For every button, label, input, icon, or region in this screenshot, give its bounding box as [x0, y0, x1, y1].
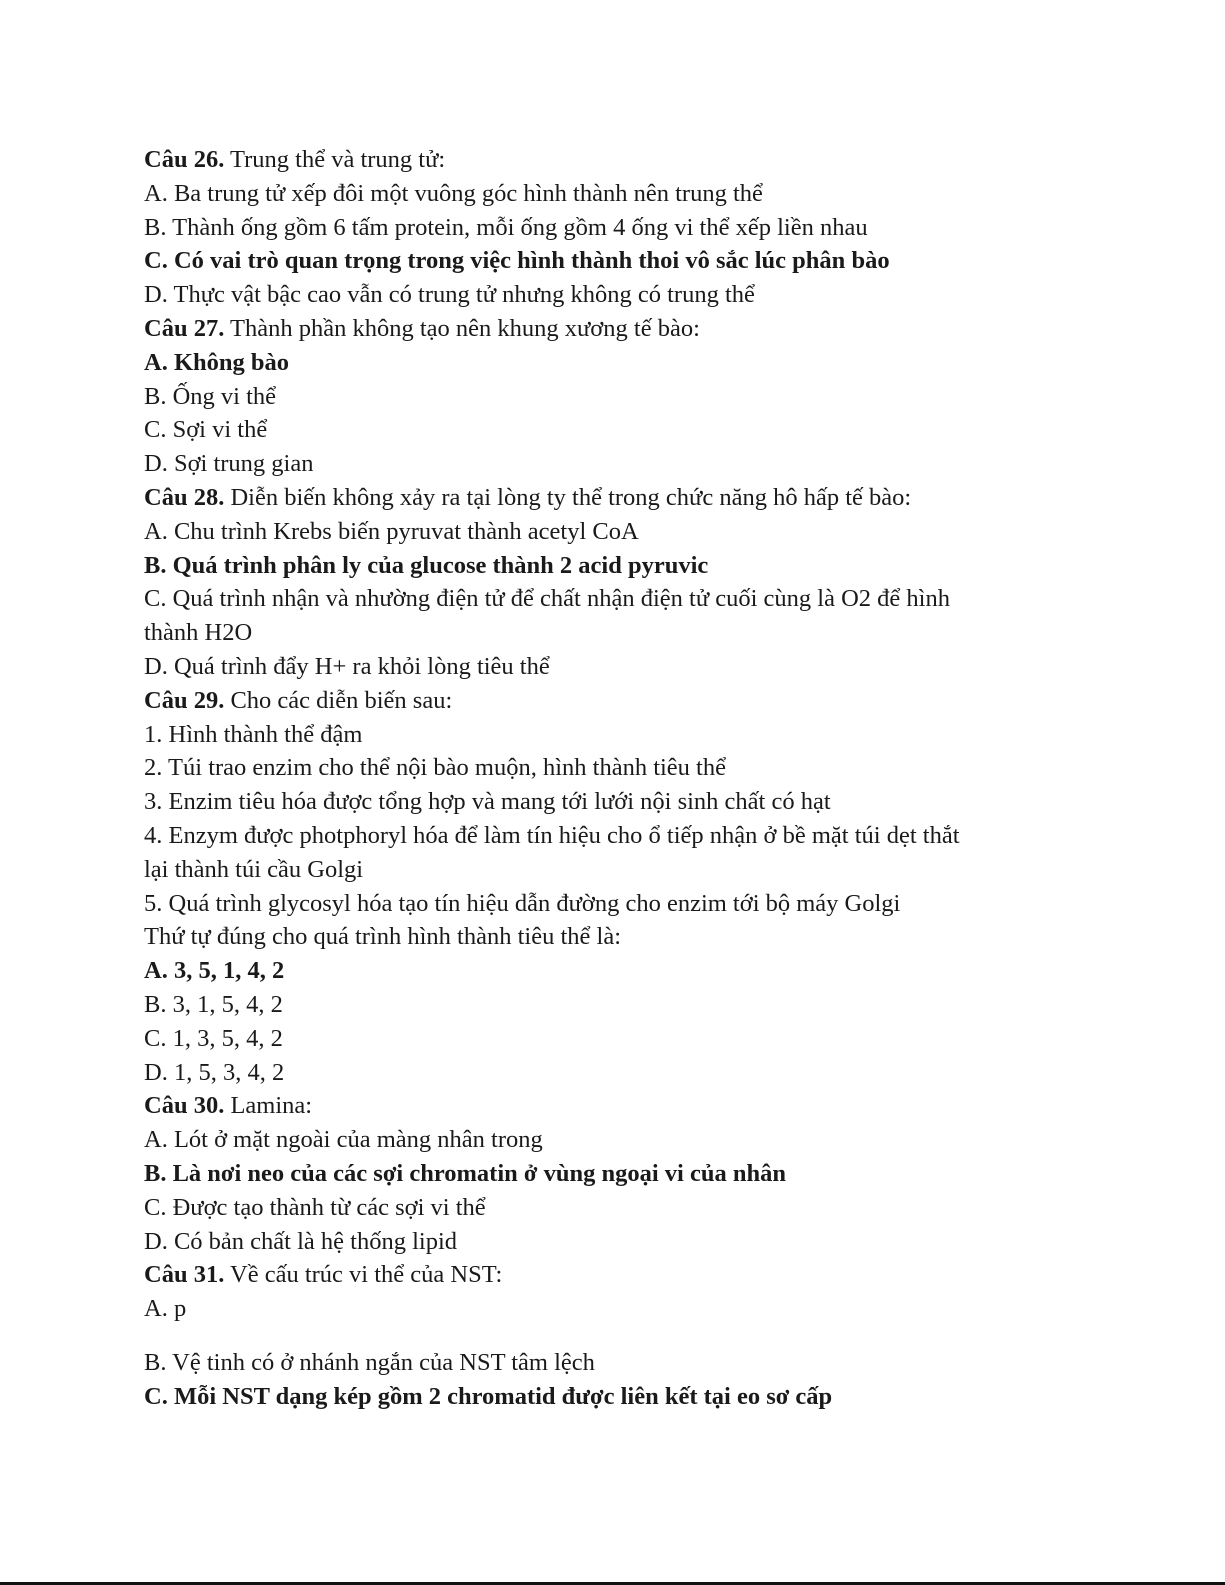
question-31 [144, 1258, 1044, 1292]
question-stem: Trung thể và trung tử: [224, 146, 446, 173]
option-a: A. Ba trung tử xếp đôi một vuông góc hình thành nên trung thể [144, 179, 763, 207]
list-item: 3. Enzim tiêu hóa được tổng hợp và mang tới lưới nội sinh chất có hạt [144, 788, 831, 816]
option-b-correct: B. Quá trình phân ly của glucose thành 2 acid pyruvic [144, 551, 709, 579]
list-item: 2. Túi trao enzim cho thể nội bào muộn, hình thành tiêu thể [144, 754, 726, 782]
question-label: Câu 29. [144, 686, 225, 714]
option-d: D. 1, 5, 3, 4, 2 [144, 1058, 285, 1086]
list-item: 5. Quá trình glycosyl hóa tạo tín hiệu dẫn đường cho enzim tới bộ máy Golgi [144, 889, 901, 917]
question-26 [144, 143, 1044, 177]
option-d: D. Quá trình đẩy H+ ra khỏi lòng tiêu thể [144, 652, 550, 680]
question-label: Câu 30. [144, 1092, 225, 1120]
option-b: B. Thành ống gồm 6 tấm protein, mỗi ống gồm 4 ống vi thể xếp liền nhau [144, 213, 868, 241]
question-stem: Thành phần không tạo nên khung xương tế bào: [224, 314, 700, 342]
question-28 [144, 481, 1044, 515]
question-stem: Cho các diễn biến sau: [224, 686, 453, 714]
list-item: 1. Hình thành thể đậm [144, 720, 363, 748]
option-c-correct: C. Mỗi NST dạng kép gồm 2 chromatid được liên kết tại eo sơ cấp [144, 1382, 833, 1410]
option-c-continuation: thành H2O [144, 619, 253, 647]
option-d: D. Sợi trung gian [144, 450, 314, 478]
question-label: Câu 26. [144, 146, 225, 173]
option-c: C. Sợi vi thể [144, 416, 268, 444]
option-a: A. Lót ở mặt ngoài của màng nhân trong [144, 1126, 543, 1154]
question-label: Câu 28. [144, 483, 225, 511]
option-b-correct: B. Là nơi neo của các sợi chromatin ở vùng ngoại vi của nhân [144, 1159, 786, 1187]
option-c: C. Được tạo thành từ các sợi vi thể [144, 1193, 486, 1221]
option-d: D. Thực vật bậc cao vẫn có trung tử nhưng không có trung thể [144, 281, 755, 309]
option-d: D. Có bản chất là hệ thống lipid [144, 1227, 457, 1255]
option-b: B. Vệ tinh có ở nhánh ngắn của NST tâm lệch [144, 1348, 595, 1376]
option-c: C. 1, 3, 5, 4, 2 [144, 1024, 283, 1052]
question-label: Câu 27. [144, 314, 225, 342]
option-a-correct: A. Không bào [144, 348, 290, 376]
option-a: A. p [144, 1295, 187, 1323]
question-27 [144, 312, 1044, 346]
question-label: Câu 31. [144, 1261, 225, 1289]
list-item: 4. Enzym được photphoryl hóa để làm tín hiệu cho ổ tiếp nhận ở bề mặt túi dẹt thắt [144, 821, 960, 849]
option-a: A. Chu trình Krebs biến pyruvat thành acetyl CoA [144, 517, 639, 545]
question-stem: Lamina: [224, 1092, 313, 1120]
option-c: C. Quá trình nhận và nhường điện tử để chất nhận điện tử cuối cùng là O2 để hình [144, 585, 950, 613]
list-item-continuation: lại thành túi cầu Golgi [144, 855, 364, 883]
option-b: B. 3, 1, 5, 4, 2 [144, 990, 283, 1018]
option-a-correct: A. 3, 5, 1, 4, 2 [144, 957, 285, 985]
option-b: B. Ống vi thể [144, 382, 277, 410]
option-c-correct: C. Có vai trò quan trọng trong việc hình thành thoi vô sắc lúc phân bào [144, 247, 890, 275]
sub-question: Thứ tự đúng cho quá trình hình thành tiêu thể là: [144, 923, 621, 951]
document-page [144, 143, 1044, 1413]
spacer [144, 1326, 1044, 1346]
question-stem: Diễn biến không xảy ra tại lòng ty thể trong chức năng hô hấp tế bào: [224, 483, 912, 511]
question-stem: Về cấu trúc vi thể của NST: [224, 1261, 503, 1289]
question-29 [144, 684, 1044, 718]
question-30 [144, 1089, 1044, 1123]
